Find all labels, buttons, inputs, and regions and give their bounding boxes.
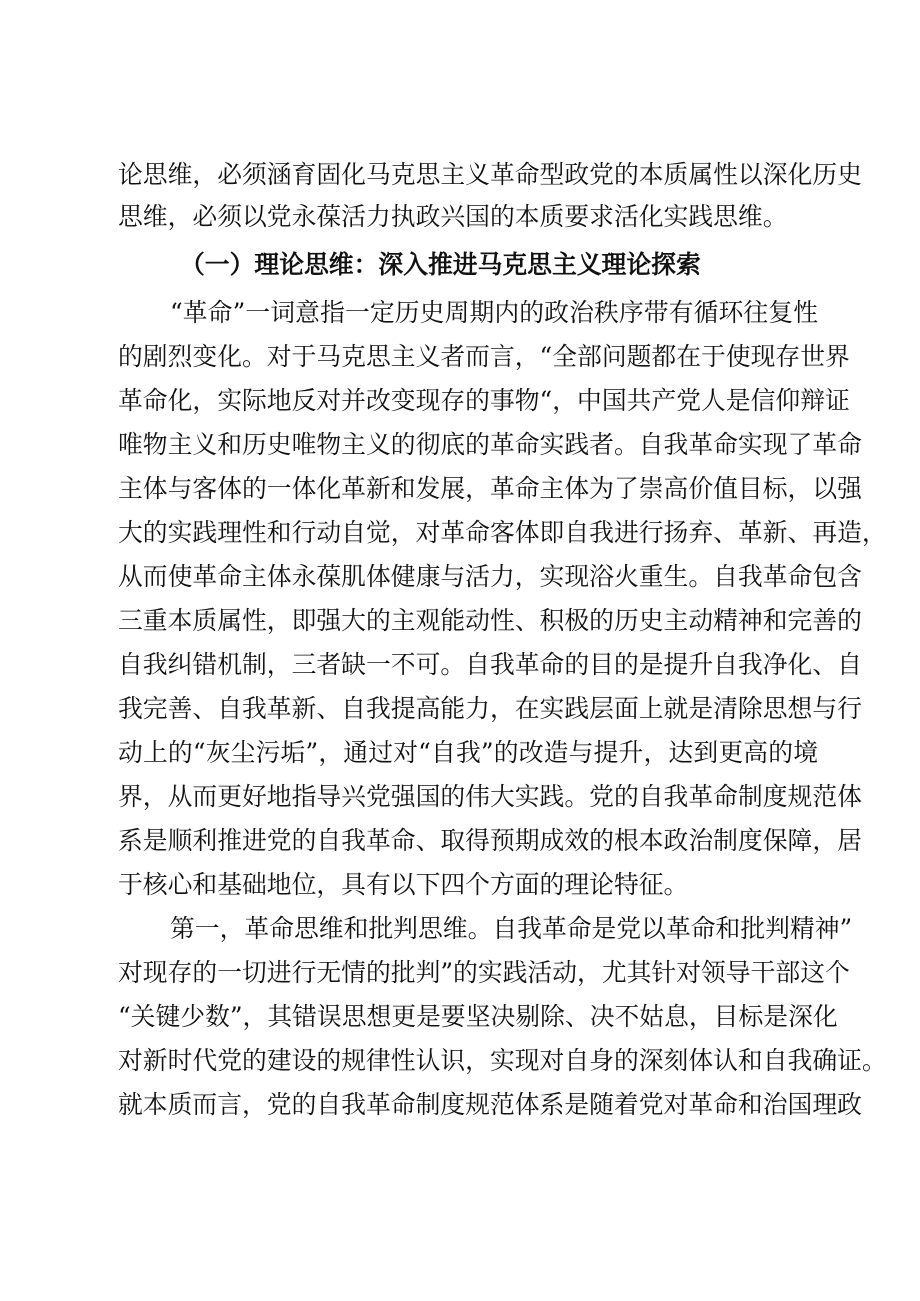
text-line: 我完善、自我革新、自我提高能力，在实践层面上就是清除思想与行 <box>118 694 862 723</box>
text-line: 唯物主义和历史唯物主义的彻底的革命实践者。自我革命实现了革命 <box>118 430 862 459</box>
text-line: 三重本质属性，即强大的主观能动性、积极的历史主动精神和完善的 <box>118 606 862 635</box>
text-line: 动上的“灰尘污垢”，通过对“自我”的改造与提升，达到更高的境 <box>118 738 818 767</box>
section-heading: （一）理论思维：深入推进马克思主义理论探索 <box>180 250 701 279</box>
text-line: “关键少数”，其错误思想更是要坚决剔除、决不姑息，目标是深化 <box>118 1002 838 1031</box>
text-line: 的剧烈变化。对于马克思主义者而言，“全部问题都在于使现存世界 <box>118 342 850 371</box>
text-line: 大的实践理性和行动自觉，对革命客体即自我进行扬弃、革新、再造， <box>118 518 887 547</box>
text-line: 就本质而言，党的自我革命制度规范体系是随着党对革命和治国理政 <box>118 1090 862 1119</box>
text-line: 论思维，必须涵育固化马克思主义革命型政党的本质属性以深化历史 <box>118 160 862 189</box>
text-line: 对现存的一切进行无情的批判”的实践活动，尤其针对领导干部这个 <box>118 958 850 987</box>
text-line: 革命化，实际地反对并改变现存的事物“，中国共产党人是信仰辩证 <box>118 386 850 415</box>
text-line: 主体与客体的一体化革新和发展，革命主体为了崇高价值目标，以强 <box>118 474 862 503</box>
text-line: 思维，必须以党永葆活力执政兴国的本质要求活化实践思维。 <box>118 202 788 231</box>
text-line: 界，从而更好地指导兴党强国的伟大实践。党的自我革命制度规范体 <box>118 782 862 811</box>
text-line: “革命”一词意指一定历史周期内的政治秩序带有循环往复性 <box>170 298 818 327</box>
text-line: 自我纠错机制，三者缺一不可。自我革命的目的是提升自我净化、自 <box>118 650 862 679</box>
text-line: 对新时代党的建设的规律性认识，实现对自身的深刻体认和自我确证。 <box>118 1046 887 1075</box>
text-line: 于核心和基础地位，具有以下四个方面的理论特征。 <box>118 870 689 899</box>
text-line: 第一，革命思维和批判思维。自我革命是党以革命和批判精神” <box>170 914 853 943</box>
text-line: 系是顺利推进党的自我革命、取得预期成效的根本政治制度保障，居 <box>118 826 862 855</box>
text-line: 从而使革命主体永葆肌体健康与活力，实现浴火重生。自我革命包含 <box>118 562 862 591</box>
